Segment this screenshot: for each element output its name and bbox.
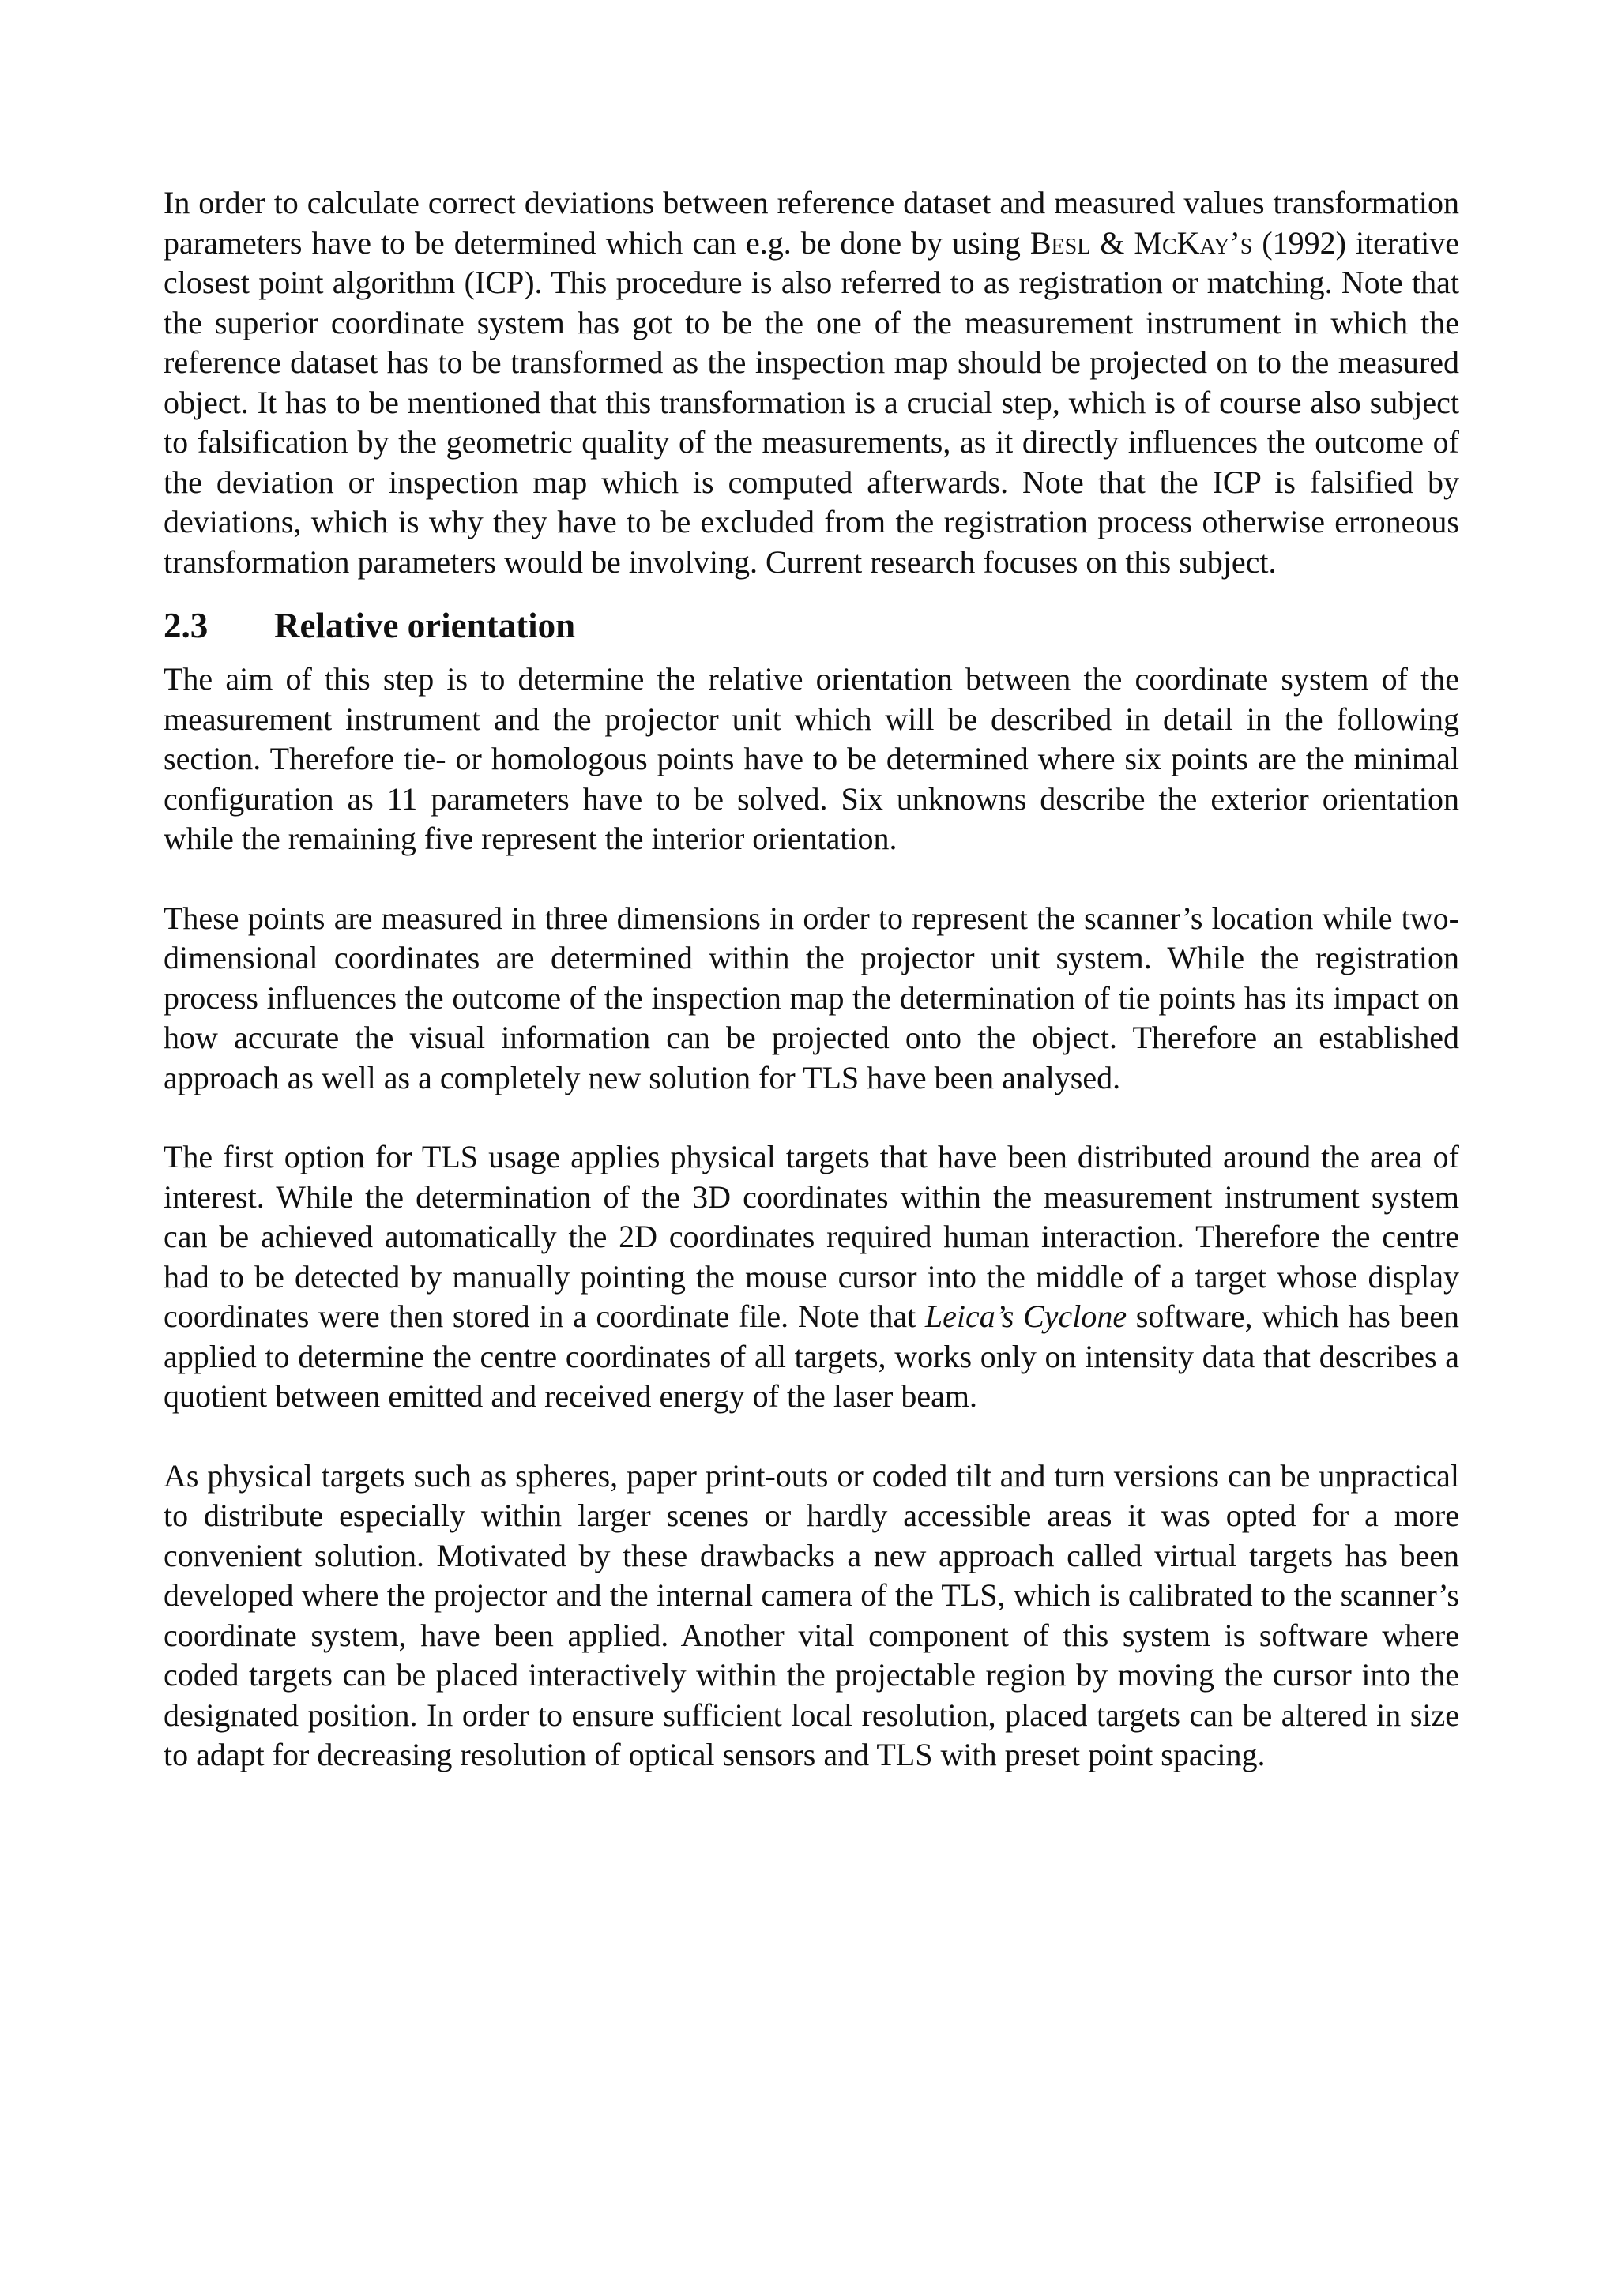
document-page	[164, 183, 1459, 1776]
paragraph-text: In order to calculate correct deviations between reference dataset and measured values transformation parameters have to be determined which can e.g. be done by using	[164, 185, 1459, 261]
citation-ampersand: &	[1090, 224, 1134, 261]
paragraph-text: (1992) iterative closest point algorithm (ICP). This procedure is also referred to as registration or matching. Note that the superior coordinate system has got to be the one of the measurement instrument in which the reference dataset has to be transformed as the inspection map should be projected on to the measured object. It has to be mentioned that this transformation is a crucial step, which is of course also subject to falsification by the geometric quality of the measurements, as it directly influences the outcome of the deviation or inspection map which is computed afterwards. Note that the ICP is falsified by deviations, which is why they have to be excluded from the registration process otherwise erroneous transformation parameters would be involving. Current research focuses on this subject.	[164, 224, 1459, 580]
paragraph-point-measurement: These points are measured in three dimensions in order to represent the scanner’s location while two-dimensional coordinates are determined within the projector unit system. While the registration process influences the outcome of the inspection map the determination of tie points has its impact on how accurate the visual information can be projected onto the object. Therefore an established approach as well as a completely new solution for TLS have been analysed.	[164, 900, 1459, 1095]
section-number: 2.3	[164, 606, 209, 645]
software-name: Leica’s Cyclone	[924, 1298, 1127, 1334]
citation-author-mckay: McKay’s	[1134, 224, 1253, 261]
citation-author-besl: Besl	[1029, 224, 1091, 261]
paragraph-text: software, which has been applied to determine the centre coordinates of all targets, works only on intensity data that describes a quotient between emitted and received energy of the laser beam.	[164, 1298, 1460, 1414]
section-heading	[164, 599, 1459, 652]
paragraph-relative-orientation-aim: The aim of this step is to determine the relative orientation between the coordinate system of the measurement instrument and the projector unit which will be described in detail in the following section. Therefore tie- or homologous points have to be determined where six points are the minimal configuration as 11 parameters have to be solved. Six unknowns describe the exterior orientation while the remaining five represent the interior orientation.	[164, 661, 1459, 856]
paragraph-physical-targets	[164, 1137, 1459, 1417]
paragraph-virtual-targets: As physical targets such as spheres, paper print-outs or coded tilt and turn versions can be unpractical to distribute especially within larger scenes or hardly accessible areas it was opted for a more convenient solution. Motivated by these drawbacks a new approach called virtual targets has been developed where the projector and the internal camera of the TLS, which is calibrated to the scanner’s coordinate system, have been applied. Another vital component of this system is software where coded targets can be placed interactively within the projectable region by moving the cursor into the designated position. In order to ensure sufficient local resolution, placed targets can be altered in size to adapt for decreasing resolution of optical sensors and TLS with preset point spacing.	[164, 1457, 1459, 1772]
section-title: Relative orientation	[274, 606, 576, 645]
paragraph-icp-registration	[164, 183, 1459, 582]
paragraph-text: The first option for TLS usage applies physical targets that have been distributed around the area of interest. While the determination of the 3D coordinates within the measurement instrument system can be achieved automatically the 2D coordinates required human interaction. Therefore the centre had to be detected by manually pointing the mouse cursor into the middle of a target whose display coordinates were then stored in a coordinate file. Note that	[164, 1139, 1459, 1334]
